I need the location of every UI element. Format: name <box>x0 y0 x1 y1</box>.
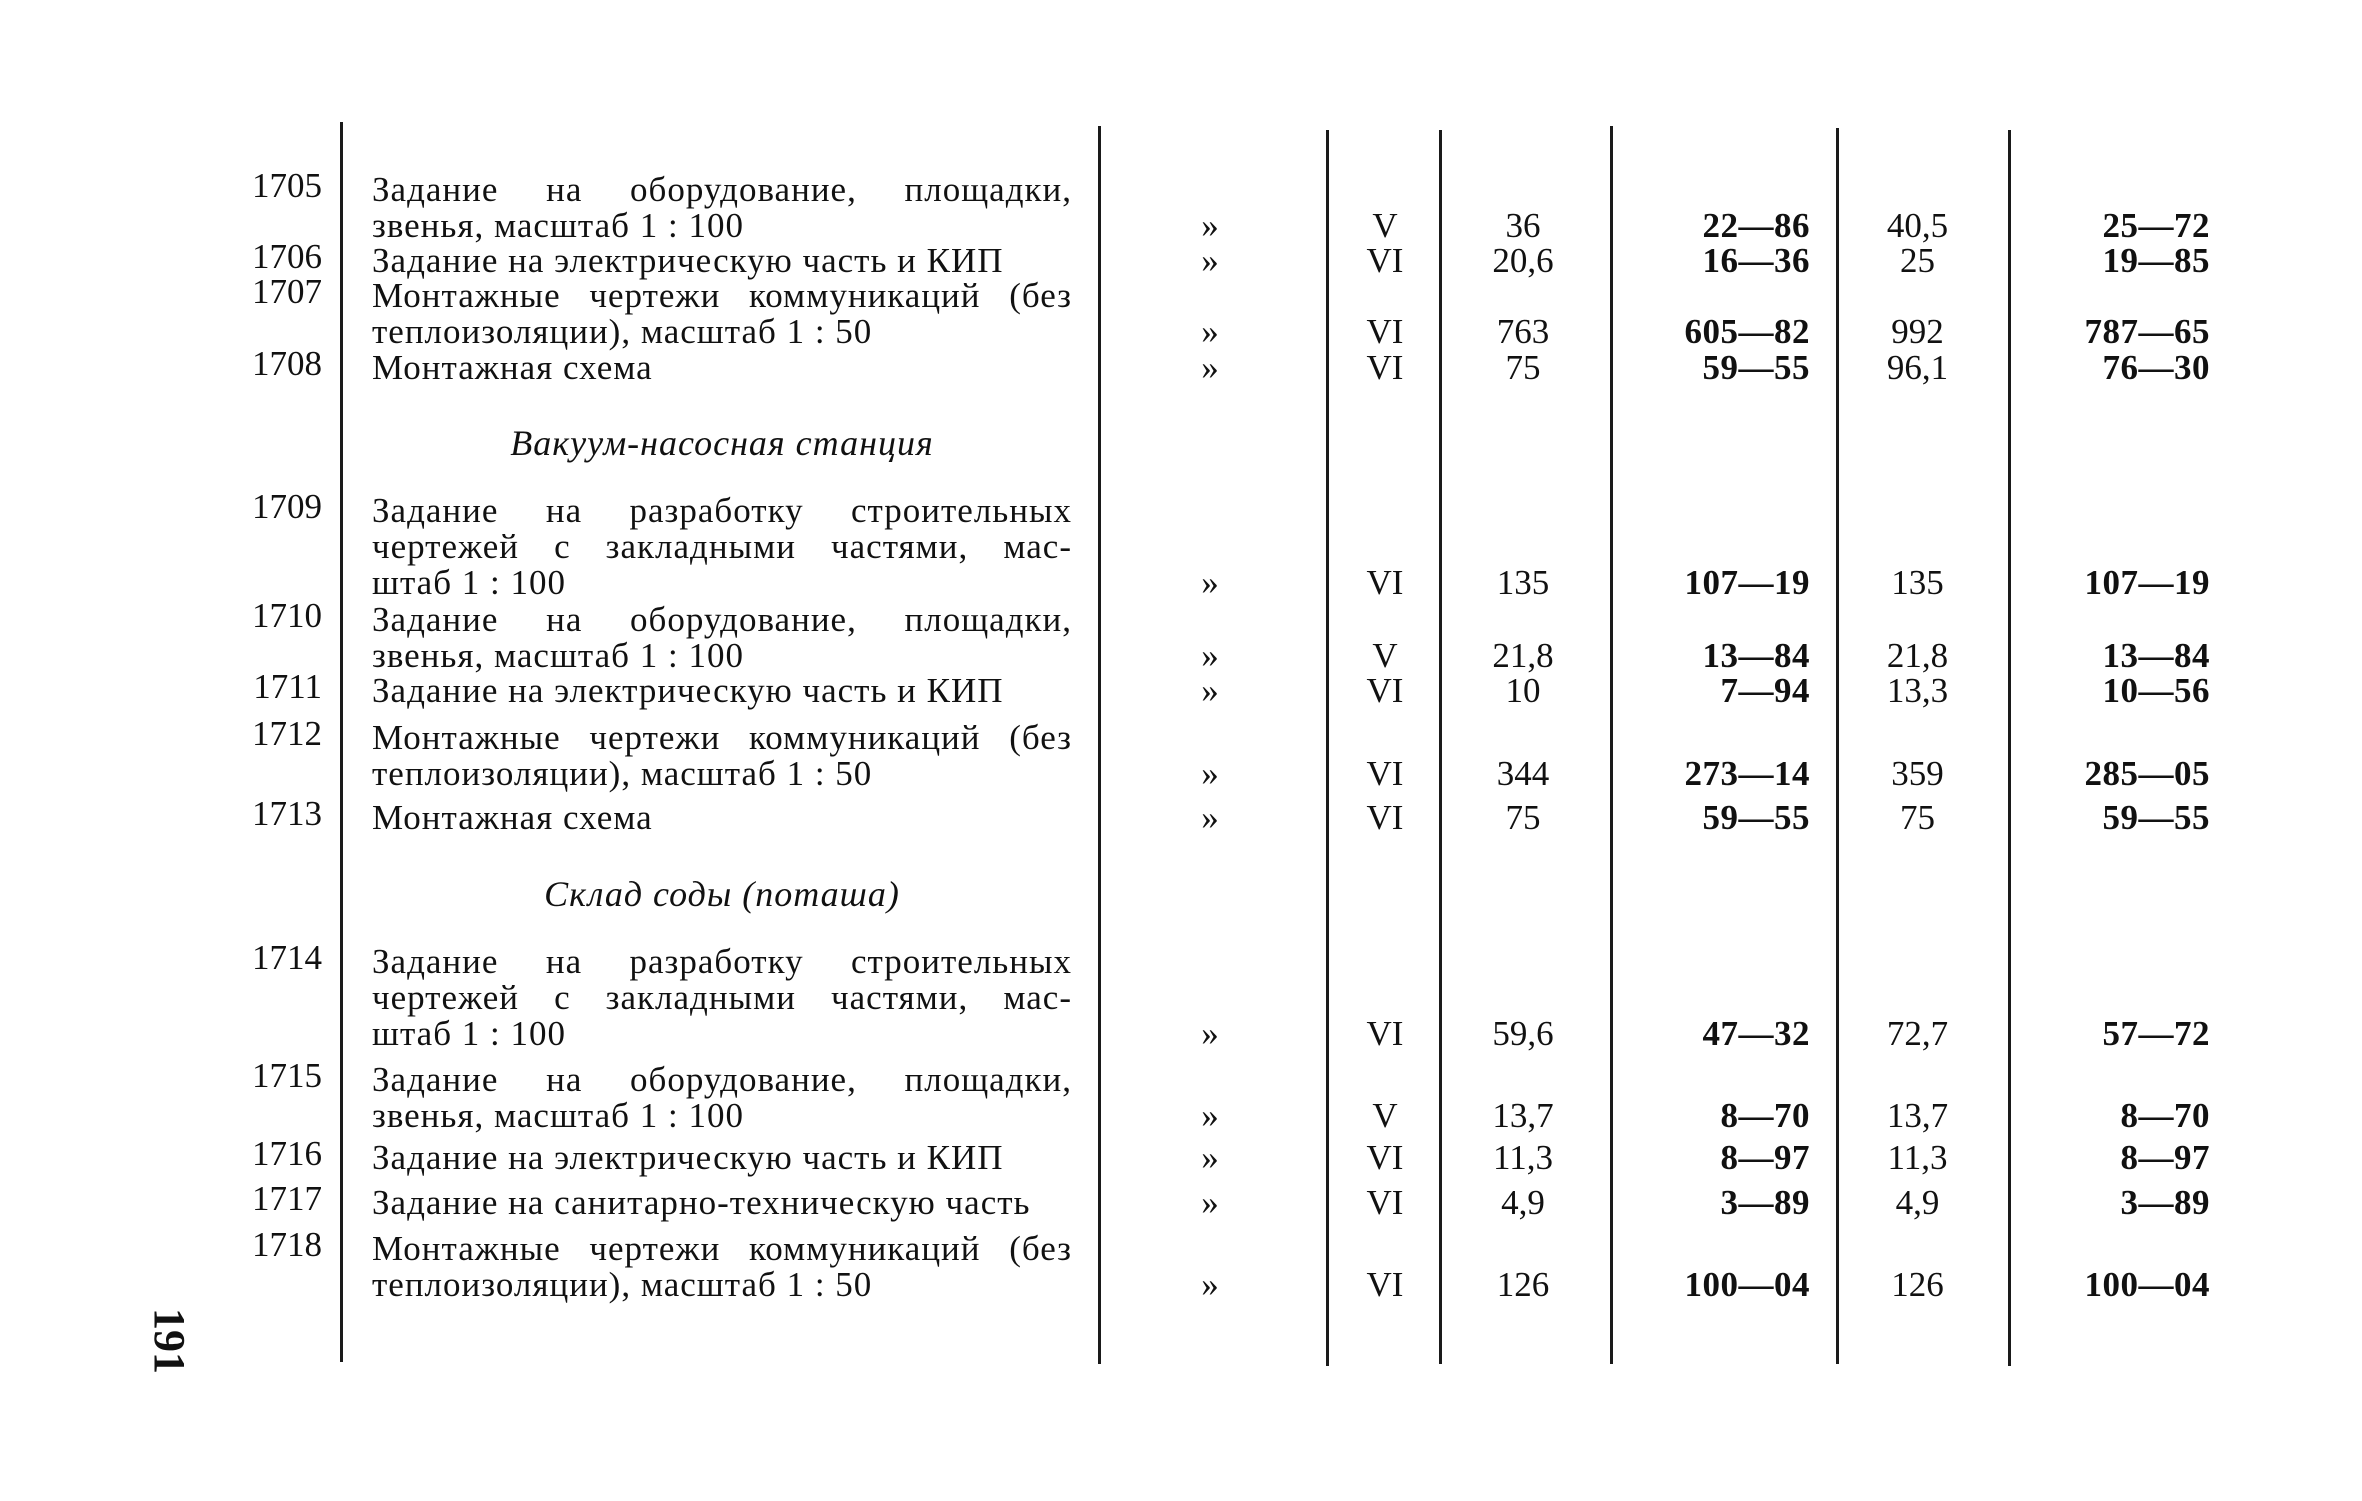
amount-2-cell: 4,9 <box>1895 1183 1940 1222</box>
row-number: 1710 <box>252 596 322 635</box>
description-line: Монтажные чертежи коммуникаций (без <box>372 276 1072 315</box>
price-2-cell: 59—55 <box>2102 798 2210 837</box>
price-1-cell: 8—70 <box>1720 1096 1810 1135</box>
section-heading: Вакуум-насосная станция <box>510 423 934 463</box>
amount-2-cell: 11,3 <box>1887 1138 1948 1177</box>
category-cell: VI <box>1366 241 1404 280</box>
amount-2-cell: 992 <box>1891 312 1944 351</box>
price-2-cell: 19—85 <box>2102 241 2210 280</box>
amount-1-cell: 126 <box>1496 1265 1550 1304</box>
amount-1-cell: 21,8 <box>1492 636 1554 675</box>
category-cell: VI <box>1366 1265 1404 1304</box>
price-1-cell: 59—55 <box>1702 798 1810 837</box>
category-cell: VI <box>1366 348 1404 387</box>
description-line: Задание на электрическую часть и КИП <box>372 671 1004 710</box>
quote-mark: » <box>1201 636 1219 675</box>
amount-2-cell: 135 <box>1891 563 1944 602</box>
category-cell: VI <box>1366 671 1404 710</box>
amount-1-cell: 59,6 <box>1492 1014 1554 1053</box>
row-number: 1718 <box>252 1225 322 1264</box>
amount-2-cell: 75 <box>1900 798 1935 837</box>
row-number: 1708 <box>252 344 322 383</box>
amount-2-cell: 126 <box>1891 1265 1944 1304</box>
description-line: теплоизоляции), масштаб 1 : 50 <box>372 754 873 793</box>
row-number: 1711 <box>253 667 322 706</box>
row-number: 1709 <box>252 487 322 526</box>
description-line: звенья, масштаб 1 : 100 <box>372 206 744 245</box>
row-description <box>372 673 1072 709</box>
row-description <box>372 1185 1072 1221</box>
amount-1-cell: 20,6 <box>1492 241 1554 280</box>
category-cell: VI <box>1366 1183 1404 1222</box>
amount-1-cell: 11,3 <box>1493 1138 1553 1177</box>
row-number: 1712 <box>252 714 322 753</box>
row-number: 1717 <box>252 1179 322 1218</box>
quote-mark: » <box>1201 241 1219 280</box>
row-description <box>372 243 1072 279</box>
amount-1-cell: 135 <box>1496 563 1550 602</box>
price-2-cell: 787—65 <box>2084 312 2210 351</box>
description-line: теплоизоляции), масштаб 1 : 50 <box>372 312 873 351</box>
category-cell: VI <box>1366 1138 1404 1177</box>
description-line: Монтажные чертежи коммуникаций (без <box>372 718 1072 757</box>
price-1-cell: 3—89 <box>1720 1183 1810 1222</box>
price-2-cell: 107—19 <box>2084 563 2210 602</box>
quote-mark: » <box>1201 1138 1219 1177</box>
row-number: 1705 <box>252 166 322 205</box>
quote-mark: » <box>1201 754 1219 793</box>
amount-2-cell: 359 <box>1891 754 1944 793</box>
price-2-cell: 13—84 <box>2102 636 2210 675</box>
amount-1-cell: 75 <box>1505 798 1541 837</box>
row-description <box>372 720 1072 792</box>
quote-mark: » <box>1201 563 1219 602</box>
row-number: 1706 <box>252 237 322 276</box>
row-description <box>372 278 1072 350</box>
page-number: 191 <box>145 1308 194 1374</box>
row-number: 1716 <box>252 1134 322 1173</box>
description-line: Задание на разработку строительных <box>372 491 1072 530</box>
row-description <box>372 172 1072 244</box>
row-description <box>372 944 1072 1052</box>
quote-mark: » <box>1201 671 1219 710</box>
quote-mark: » <box>1201 1014 1219 1053</box>
description-line: штаб 1 : 100 <box>372 1014 566 1053</box>
category-cell: VI <box>1366 754 1404 793</box>
amount-2-cell: 21,8 <box>1886 636 1949 675</box>
description-line: Задание на электрическую часть и КИП <box>372 1138 1004 1177</box>
description-line: чертежей с закладными частями, мас- <box>372 527 1072 566</box>
quote-mark: » <box>1201 312 1219 351</box>
row-description <box>372 1062 1072 1134</box>
description-line: Монтажная схема <box>372 348 653 387</box>
price-2-cell: 57—72 <box>2102 1014 2210 1053</box>
quote-mark: » <box>1201 798 1219 837</box>
amount-2-cell: 96,1 <box>1886 348 1949 387</box>
description-line: Задание на санитарно-техническую часть <box>372 1183 1031 1222</box>
description-line: звенья, масштаб 1 : 100 <box>372 1096 744 1135</box>
quote-mark: » <box>1201 1265 1219 1304</box>
column-rule <box>340 122 343 1362</box>
description-line: Задание на оборудование, площадки, <box>372 170 1072 209</box>
price-1-cell: 107—19 <box>1684 563 1810 602</box>
price-1-cell: 16—36 <box>1702 241 1810 280</box>
amount-1-cell: 36 <box>1505 206 1541 245</box>
row-number: 1714 <box>252 938 322 977</box>
row-description <box>372 1140 1072 1176</box>
quote-mark: » <box>1201 348 1219 387</box>
column-rule <box>1326 130 1329 1366</box>
description-line: Задание на оборудование, площадки, <box>372 600 1072 639</box>
price-1-cell: 8—97 <box>1720 1138 1810 1177</box>
category-cell: VI <box>1366 563 1404 602</box>
category-cell: V <box>1372 206 1398 245</box>
category-cell: VI <box>1366 1014 1404 1053</box>
amount-1-cell: 10 <box>1505 671 1541 710</box>
row-description <box>372 493 1072 601</box>
category-cell: VI <box>1366 312 1404 351</box>
price-1-cell: 7—94 <box>1720 671 1810 710</box>
price-1-cell: 13—84 <box>1702 636 1810 675</box>
section-heading: Склад соды (поташа) <box>544 874 900 914</box>
description-line: Задание на электрическую часть и КИП <box>372 241 1004 280</box>
row-number: 1715 <box>252 1056 322 1095</box>
category-cell: VI <box>1366 798 1404 837</box>
price-2-cell: 8—70 <box>2120 1096 2210 1135</box>
amount-1-cell: 4,9 <box>1501 1183 1545 1222</box>
description-line: чертежей с закладными частями, мас- <box>372 978 1072 1017</box>
description-line: Задание на оборудование, площадки, <box>372 1060 1072 1099</box>
description-line: штаб 1 : 100 <box>372 563 566 602</box>
price-1-cell: 59—55 <box>1702 348 1810 387</box>
price-2-cell: 76—30 <box>2102 348 2210 387</box>
price-1-cell: 22—86 <box>1702 206 1810 245</box>
price-1-cell: 100—04 <box>1684 1265 1810 1304</box>
price-2-cell: 3—89 <box>2120 1183 2210 1222</box>
amount-1-cell: 13,7 <box>1492 1096 1554 1135</box>
description-line: Задание на разработку строительных <box>372 942 1072 981</box>
amount-2-cell: 72,7 <box>1886 1014 1949 1053</box>
description-line: Монтажные чертежи коммуникаций (без <box>372 1229 1072 1268</box>
row-description <box>372 350 1072 386</box>
price-2-cell: 8—97 <box>2120 1138 2210 1177</box>
amount-2-cell: 25 <box>1900 241 1935 280</box>
row-description <box>372 800 1072 836</box>
amount-1-cell: 344 <box>1496 754 1550 793</box>
description-line: Монтажная схема <box>372 798 653 837</box>
amount-1-cell: 75 <box>1505 348 1541 387</box>
description-line: звенья, масштаб 1 : 100 <box>372 636 744 675</box>
quote-mark: » <box>1201 1183 1219 1222</box>
price-2-cell: 100—04 <box>2084 1265 2210 1304</box>
price-2-cell: 285—05 <box>2084 754 2210 793</box>
price-1-cell: 47—32 <box>1702 1014 1810 1053</box>
amount-2-cell: 13,7 <box>1886 1096 1949 1135</box>
category-cell: V <box>1372 1096 1398 1135</box>
price-2-cell: 25—72 <box>2102 206 2210 245</box>
row-description <box>372 602 1072 674</box>
description-line: теплоизоляции), масштаб 1 : 50 <box>372 1265 873 1304</box>
amount-1-cell: 763 <box>1496 312 1550 351</box>
category-cell: V <box>1372 636 1398 675</box>
column-rule <box>1098 126 1101 1364</box>
amount-2-cell: 40,5 <box>1886 206 1949 245</box>
price-2-cell: 10—56 <box>2102 671 2210 710</box>
quote-mark: » <box>1201 206 1219 245</box>
amount-2-cell: 13,3 <box>1886 671 1949 710</box>
row-number: 1707 <box>252 272 322 311</box>
price-1-cell: 273—14 <box>1684 754 1810 793</box>
row-number: 1713 <box>252 794 322 833</box>
price-1-cell: 605—82 <box>1684 312 1810 351</box>
quote-mark: » <box>1201 1096 1219 1135</box>
column-rule <box>1610 126 1613 1364</box>
row-description <box>372 1231 1072 1303</box>
